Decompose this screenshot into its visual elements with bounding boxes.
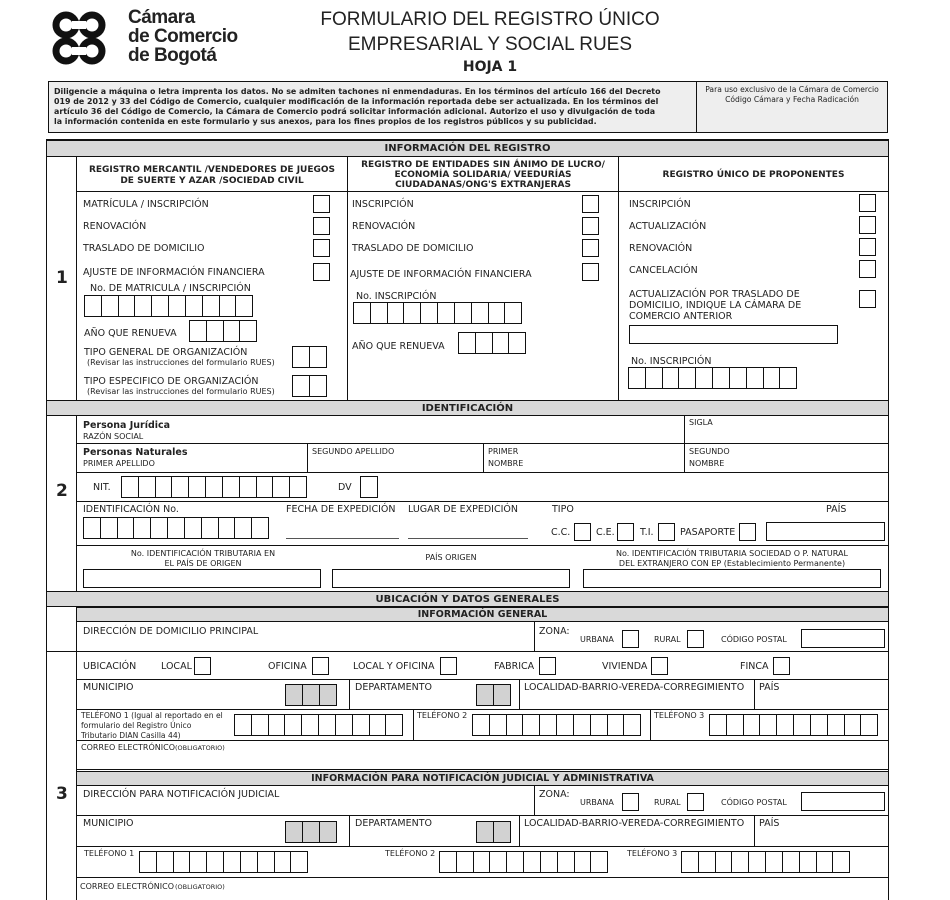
col2-title-3: CIUDADANAS/ONG'S EXTRANJERAS xyxy=(395,180,571,190)
telefono3-notif-cells[interactable] xyxy=(681,851,849,873)
municipio-code-cells[interactable] xyxy=(285,684,335,706)
col1-tipo-general: TIPO GENERAL DE ORGANIZACIÓN xyxy=(84,347,248,358)
col3-title: REGISTRO ÚNICO DE PROPONENTES xyxy=(662,170,845,180)
pasaporte-label: PASAPORTE xyxy=(680,527,736,538)
notificacion-title: INFORMACIÓN PARA NOTIFICACIÓN JUDICIAL Y ADMINISTRATIVA xyxy=(77,771,888,786)
oficina-label: OFICINA xyxy=(268,661,307,672)
col3-camara-anterior-input[interactable] xyxy=(629,325,838,344)
instructions-line-4: la información contenida en este formulario y sus anexos, para los fines propios de los registros públicos y su publicidad. xyxy=(54,117,597,126)
col1-title-1: REGISTRO MERCANTIL /VENDEDORES DE JUEGOS xyxy=(88,165,336,175)
segundo-nombre-label-2: NOMBRE xyxy=(689,459,725,468)
col1-opt-renovacion: RENOVACIÓN xyxy=(83,221,147,232)
ubicacion-label: UBICACIÓN xyxy=(83,661,137,672)
local-check[interactable] xyxy=(194,657,211,675)
col1-opt-matricula: MATRÍCULA / INSCRIPCIÓN xyxy=(83,199,209,210)
col1-num-cells[interactable] xyxy=(84,295,252,317)
fabrica-label: FABRICA xyxy=(494,661,535,672)
section-1-number: 1 xyxy=(56,268,68,288)
general-info-title: INFORMACIÓN GENERAL xyxy=(77,607,888,622)
col3-check-actualizacion[interactable] xyxy=(859,216,876,234)
urbana-notif-label: URBANA xyxy=(580,798,614,807)
col2-year-cells[interactable] xyxy=(458,332,525,354)
telefono2-cells[interactable] xyxy=(472,714,640,736)
dv-cell[interactable] xyxy=(360,476,377,498)
localidad-label: LOCALIDAD-BARRIO-VEREDA-CORREGIMIENTO xyxy=(524,682,745,693)
departamento-notif-label: DEPARTAMENTO xyxy=(355,818,432,829)
fabrica-check[interactable] xyxy=(539,657,556,675)
finca-label: FINCA xyxy=(740,661,769,672)
vivienda-label: VIVIENDA xyxy=(602,661,648,672)
col2-title-1: REGISTRO DE ENTIDADES SIN ÁNIMO DE LUCRO/ xyxy=(361,160,605,170)
nit-cells[interactable] xyxy=(121,476,306,498)
personas-naturales-label: Personas Naturales xyxy=(83,447,188,458)
rural-notif-check[interactable] xyxy=(687,793,704,811)
correo-label: CORREO ELECTRÓNICO xyxy=(81,743,176,752)
tipo-label: TIPO xyxy=(552,504,574,515)
pasaporte-check[interactable] xyxy=(739,523,756,541)
office-use-line-1: Para uso exclusivo de la Cámara de Comercio xyxy=(705,85,879,94)
col3-opt-inscripcion: INSCRIPCIÓN xyxy=(629,199,691,210)
id-tributaria-soc-label-2: DEL EXTRANJERO CON EP (Establecimiento Permanente) xyxy=(618,559,846,568)
urbana-label: URBANA xyxy=(580,635,614,644)
pais-origen-input[interactable] xyxy=(332,569,570,588)
local-label: LOCAL xyxy=(161,661,192,672)
telefono2-label: TELÉFONO 2 xyxy=(417,711,468,720)
col3-opt-cancelacion: CANCELACIÓN xyxy=(629,265,698,276)
segundo-apellido-label: SEGUNDO APELLIDO xyxy=(312,447,395,456)
zona-notif-label: ZONA: xyxy=(539,789,570,800)
telefono1-rut-label-3: Tributario DIAN Casilla 44) xyxy=(81,731,181,740)
lugar-expedicion-line[interactable] xyxy=(408,538,528,539)
pais-ubicacion-label: PAÍS xyxy=(759,682,780,693)
telefono1-rut-label-2: formulario del Registro Único xyxy=(81,721,192,730)
col2-check-inscripcion[interactable] xyxy=(582,195,599,213)
col1-year-label: AÑO QUE RENUEVA xyxy=(84,328,177,339)
col3-num-cells[interactable] xyxy=(628,367,796,389)
col1-tipo-especifico-cells[interactable] xyxy=(292,375,326,397)
logo-line-1: Cámara xyxy=(128,7,195,28)
logo-line-3: de Bogotá xyxy=(128,45,217,66)
col2-title-2: ECONOMÍA SOLIDARIA/ VEEDURÍAS xyxy=(394,170,572,180)
pais-origen-label: PAÍS ORIGEN xyxy=(425,553,477,562)
direccion-label: DIRECCIÓN DE DOMICILIO PRINCIPAL xyxy=(83,626,259,637)
telefono3-cells[interactable] xyxy=(709,714,877,736)
col2-opt-ajuste: AJUSTE DE INFORMACIÓN FINANCIERA xyxy=(350,269,532,280)
col2-check-ajuste[interactable] xyxy=(582,263,599,281)
col2-num-label: No. INSCRIPCIÓN xyxy=(356,291,437,302)
zona-label: ZONA: xyxy=(539,626,570,637)
col3-opt-traslado-3: COMERCIO ANTERIOR xyxy=(629,311,733,322)
telefono2-notif-cells[interactable] xyxy=(439,851,607,873)
id-tributaria-label-1: No. IDENTIFICACIÓN TRIBUTARIA EN xyxy=(130,549,276,558)
codigo-postal-notif-input[interactable] xyxy=(801,792,885,811)
urbana-check[interactable] xyxy=(622,630,639,648)
id-tributaria-input[interactable] xyxy=(83,569,321,588)
col1-num-label: No. DE MATRICULA / INSCRIPCIÓN xyxy=(90,283,251,294)
codigo-postal-notif-label: CÓDIGO POSTAL xyxy=(721,798,787,807)
chamber-logo xyxy=(48,7,248,68)
chamber-logo-icon xyxy=(48,10,124,66)
pais-label: PAÍS xyxy=(826,504,847,515)
section-2-number: 2 xyxy=(56,481,68,501)
col2-opt-renovacion: RENOVACIÓN xyxy=(352,221,416,232)
ce-label: C.E. xyxy=(596,527,615,538)
col2-opt-traslado: TRASLADO DE DOMICILIO xyxy=(352,243,474,254)
col1-tipo-especifico: TIPO ESPECIFICO DE ORGANIZACIÓN xyxy=(84,376,259,387)
primer-apellido-label: PRIMER APELLIDO xyxy=(83,459,155,468)
codigo-postal-label: CÓDIGO POSTAL xyxy=(721,635,787,644)
col1-check-matricula[interactable] xyxy=(313,195,330,213)
identificacion-cells[interactable] xyxy=(83,517,268,539)
telefono1-cells[interactable] xyxy=(234,714,402,736)
municipio-label: MUNICIPIO xyxy=(83,682,134,693)
fecha-expedicion-line[interactable] xyxy=(286,538,399,539)
departamento-code-cells[interactable] xyxy=(476,684,510,706)
primer-nombre-label-1: PRIMER xyxy=(488,447,519,456)
cc-label: C.C. xyxy=(551,527,571,538)
correo-obligatorio: (OBLIGATORIO) xyxy=(175,744,225,752)
col3-check-cancelacion[interactable] xyxy=(859,260,876,278)
id-tributaria-soc-label-1: No. IDENTIFICACIÓN TRIBUTARIA SOCIEDAD O P. NATURAL xyxy=(616,549,848,558)
telefono1-rut-label-1: TELÉFONO 1 (Igual al reportado en el xyxy=(81,711,223,720)
section-3-number: 3 xyxy=(56,784,68,804)
col3-opt-traslado-2: DOMICILIO, INDIQUE LA CÁMARA DE xyxy=(629,300,802,311)
pais-input[interactable] xyxy=(766,522,885,541)
primer-nombre-label-2: NOMBRE xyxy=(488,459,524,468)
razon-social-label: RAZÓN SOCIAL xyxy=(83,432,144,441)
col3-check-inscripcion[interactable] xyxy=(859,194,876,212)
ti-label: T.I. xyxy=(640,527,654,538)
col1-check-traslado[interactable] xyxy=(313,239,330,257)
rural-check[interactable] xyxy=(687,630,704,648)
col1-check-renovacion[interactable] xyxy=(313,217,330,235)
correo-notif-obligatorio: (OBLIGATORIO) xyxy=(175,883,225,891)
sheet-label: HOJA 1 xyxy=(462,59,518,75)
telefono3-label: TELÉFONO 3 xyxy=(654,711,705,720)
departamento-notif-code-cells[interactable] xyxy=(476,821,510,843)
rural-notif-label: RURAL xyxy=(654,798,681,807)
col2-year-label: AÑO QUE RENUEVA xyxy=(352,341,445,352)
municipio-notif-code-cells[interactable] xyxy=(285,821,335,843)
nit-label: NIT. xyxy=(93,482,111,493)
dv-label: DV xyxy=(338,482,352,493)
form-title-line-2: EMPRESARIAL Y SOCIAL RUES xyxy=(347,34,633,55)
instructions-line-2: 019 de 2012 y 33 del Código de Comercio, cualquier modificación de la información reportada debe ser actualizada. En los términos del xyxy=(54,97,659,106)
local-oficina-label: LOCAL Y OFICINA xyxy=(353,661,435,672)
persona-juridica-label: Persona Jurídica xyxy=(83,420,171,431)
col1-tipo-general-cells[interactable] xyxy=(292,346,326,368)
departamento-label: DEPARTAMENTO xyxy=(355,682,432,693)
ce-check[interactable] xyxy=(617,523,634,541)
vivienda-check[interactable] xyxy=(651,657,668,675)
local-oficina-check[interactable] xyxy=(440,657,457,675)
col1-check-ajuste[interactable] xyxy=(313,263,330,281)
col2-check-traslado[interactable] xyxy=(582,239,599,257)
oficina-check[interactable] xyxy=(312,657,329,675)
rural-label: RURAL xyxy=(654,635,681,644)
cc-check[interactable] xyxy=(574,523,591,541)
urbana-notif-check[interactable] xyxy=(622,793,639,811)
col1-opt-ajuste: AJUSTE DE INFORMACIÓN FINANCIERA xyxy=(83,267,265,278)
col1-tipo-general-note: (Revisar las instrucciones del formulario RUES) xyxy=(87,358,275,367)
logo-line-2: de Comercio xyxy=(128,26,238,47)
municipio-notif-label: MUNICIPIO xyxy=(83,818,134,829)
telefono1-notif-label: TELÉFONO 1 xyxy=(84,849,135,858)
instructions-line-3: artículo 36 del Código de Comercio, la Cámara de Comercio podrá solicitar información adicional. Autorizo el uso y divulgación de toda xyxy=(54,107,656,116)
col2-check-renovacion[interactable] xyxy=(582,217,599,235)
direccion-notif-label: DIRECCIÓN PARA NOTIFICACIÓN JUDICIAL xyxy=(83,789,280,800)
col3-check-traslado[interactable] xyxy=(859,290,876,308)
form-title-line-1: FORMULARIO DEL REGISTRO ÚNICO xyxy=(320,9,660,30)
col3-check-renovacion[interactable] xyxy=(859,238,876,256)
lugar-expedicion-label: LUGAR DE EXPEDICIÓN xyxy=(408,504,518,515)
col2-num-cells[interactable] xyxy=(353,302,521,324)
finca-check[interactable] xyxy=(773,657,790,675)
section-1-title: INFORMACIÓN DEL REGISTRO xyxy=(47,140,888,157)
col1-tipo-especifico-note: (Revisar las instrucciones del formulario RUES) xyxy=(87,387,275,396)
localidad-notif-label: LOCALIDAD-BARRIO-VEREDA-CORREGIMIENTO xyxy=(524,818,745,829)
office-use-line-2: Código Cámara y Fecha Radicación xyxy=(725,95,859,104)
col1-year-cells[interactable] xyxy=(189,320,256,342)
col3-opt-traslado-1: ACTUALIZACIÓN POR TRASLADO DE xyxy=(629,289,800,300)
id-tributaria-soc-input[interactable] xyxy=(583,569,881,588)
fecha-expedicion-label: FECHA DE EXPEDICIÓN xyxy=(286,504,396,515)
col1-title-2: DE SUERTE Y AZAR /SOCIEDAD CIVIL xyxy=(120,176,304,186)
col2-opt-inscripcion: INSCRIPCIÓN xyxy=(352,199,414,210)
telefono1-notif-cells[interactable] xyxy=(139,851,307,873)
col3-opt-renovacion: RENOVACIÓN xyxy=(629,243,693,254)
col3-num-label: No. INSCRIPCIÓN xyxy=(631,356,712,367)
instructions-line-1: Diligencie a máquina o letra imprenta los datos. No se admiten tachones ni enmendaduras. En los términos del artículo 166 del Decreto xyxy=(54,87,661,96)
col1-opt-traslado: TRASLADO DE DOMICILIO xyxy=(83,243,205,254)
codigo-postal-input[interactable] xyxy=(801,629,885,648)
telefono2-notif-label: TELÉFONO 2 xyxy=(385,849,436,858)
segundo-nombre-label-1: SEGUNDO xyxy=(689,447,730,456)
sigla-label: SIGLA xyxy=(689,418,713,427)
correo-notif-label: CORREO ELECTRÓNICO xyxy=(80,882,175,891)
id-tributaria-label-2: EL PAÍS DE ORIGEN xyxy=(164,559,242,568)
section-2-title: IDENTIFICACIÓN xyxy=(47,400,888,416)
identificacion-label: IDENTIFICACIÓN No. xyxy=(83,504,179,515)
pais-notif-label: PAÍS xyxy=(759,818,780,829)
telefono3-notif-label: TELÉFONO 3 xyxy=(627,849,678,858)
col3-opt-actualizacion: ACTUALIZACIÓN xyxy=(629,221,707,232)
section-3-title: UBICACIÓN Y DATOS GENERALES xyxy=(47,591,888,607)
ti-check[interactable] xyxy=(658,523,675,541)
